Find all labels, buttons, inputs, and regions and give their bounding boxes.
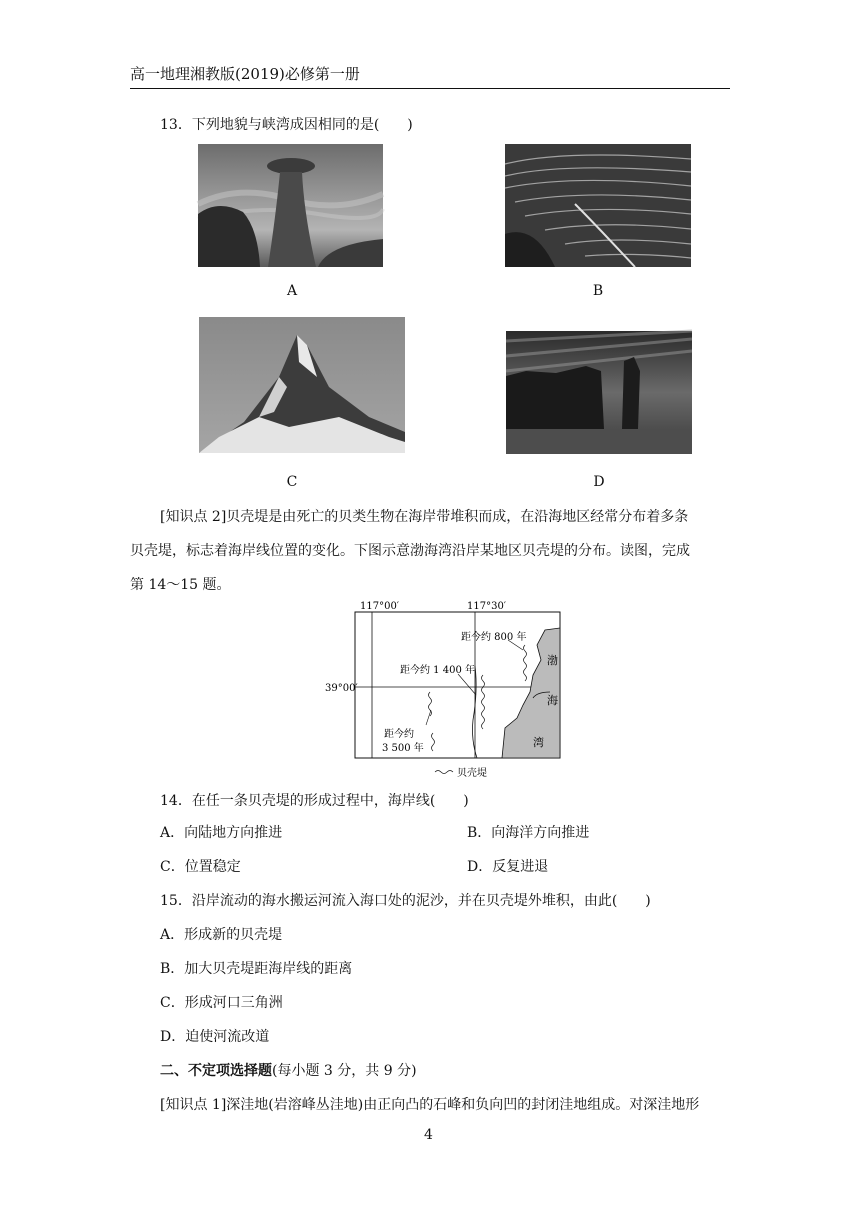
q14-option-c: C．位置稳定	[160, 859, 241, 875]
legend-shell-ridge-symbol	[435, 771, 453, 774]
legend-label: 贝壳堤	[457, 768, 487, 779]
kp1-line	[160, 1096, 699, 1114]
q15-option-c: C．形成河口三角洲	[160, 995, 283, 1011]
label-3500-years-a: 距今约	[384, 729, 414, 740]
lon-label-2: 117°30′	[467, 601, 507, 612]
shell-ridge-map	[325, 600, 570, 782]
option-label-c: C	[286, 474, 298, 490]
section2-note: (每小题 3 分，共 9 分)	[272, 1063, 417, 1079]
option-label-d: D	[593, 474, 605, 490]
kp1-text: 深洼地(岩溶峰丛洼地)由正向凸的石峰和负向凹的封闭洼地组成。对深洼地形	[226, 1097, 700, 1113]
option-label-a: A	[286, 283, 298, 299]
label-3500-years-b: 3 500 年	[382, 743, 424, 754]
q13-stem: 13．下列地貌与峡湾成因相同的是( )	[160, 117, 413, 133]
kp2-text-line3: 第 14～15 题。	[130, 577, 231, 593]
q14-option-a: A．向陆地方向推进	[160, 825, 283, 841]
q14-option-d: D．反复进退	[467, 859, 549, 875]
q15-option-d: D．迫使河流改道	[160, 1029, 270, 1045]
photo-d-sea-stacks	[506, 331, 692, 454]
q15-option-a: A．形成新的贝壳堤	[160, 927, 283, 943]
q14-stem: 14．在任一条贝壳堤的形成过程中，海岸线( )	[160, 793, 469, 809]
q15-stem: 15．沿岸流动的海水搬运河流入海口处的泥沙，并在贝壳堤外堆积，由此( )	[160, 893, 651, 909]
label-800-years: 距今约 800 年	[461, 632, 527, 643]
lon-label-1: 117°00′	[360, 601, 400, 612]
section2-heading	[160, 1062, 417, 1080]
page-header	[130, 62, 730, 89]
lat-label: 39°00′	[325, 683, 358, 694]
option-label-b: B	[592, 283, 604, 299]
kp2-line1	[160, 508, 688, 526]
header-title: 高一地理湘教版(2019)必修第一册	[130, 65, 360, 83]
photo-a-mushroom-rock	[198, 144, 383, 267]
photo-b-terraces	[505, 144, 691, 267]
label-1400-years: 距今约 1 400 年	[400, 665, 475, 676]
kp2-text-line1: 贝壳堤是由死亡的贝类生物在海岸带堆积而成，在沿海地区经常分布着多条	[226, 509, 689, 525]
kp2-tag: [知识点 2]	[160, 509, 227, 525]
q14-option-b: B．向海洋方向推进	[467, 825, 590, 841]
page-number: 4	[424, 1127, 433, 1143]
sea-label-2: 海	[547, 694, 558, 707]
kp1-tag: [知识点 1]	[160, 1097, 227, 1113]
photo-c-horn-peak	[199, 317, 405, 453]
sea-label-1: 渤	[547, 654, 558, 667]
section2-title: 二、不定项选择题	[160, 1063, 272, 1079]
q15-option-b: B．加大贝壳堤距海岸线的距离	[160, 961, 353, 977]
kp2-text-line2: 贝壳堤，标志着海岸线位置的变化。下图示意渤海湾沿岸某地区贝壳堤的分布。读图，完成	[130, 543, 690, 559]
sea-label-3: 湾	[533, 736, 544, 749]
